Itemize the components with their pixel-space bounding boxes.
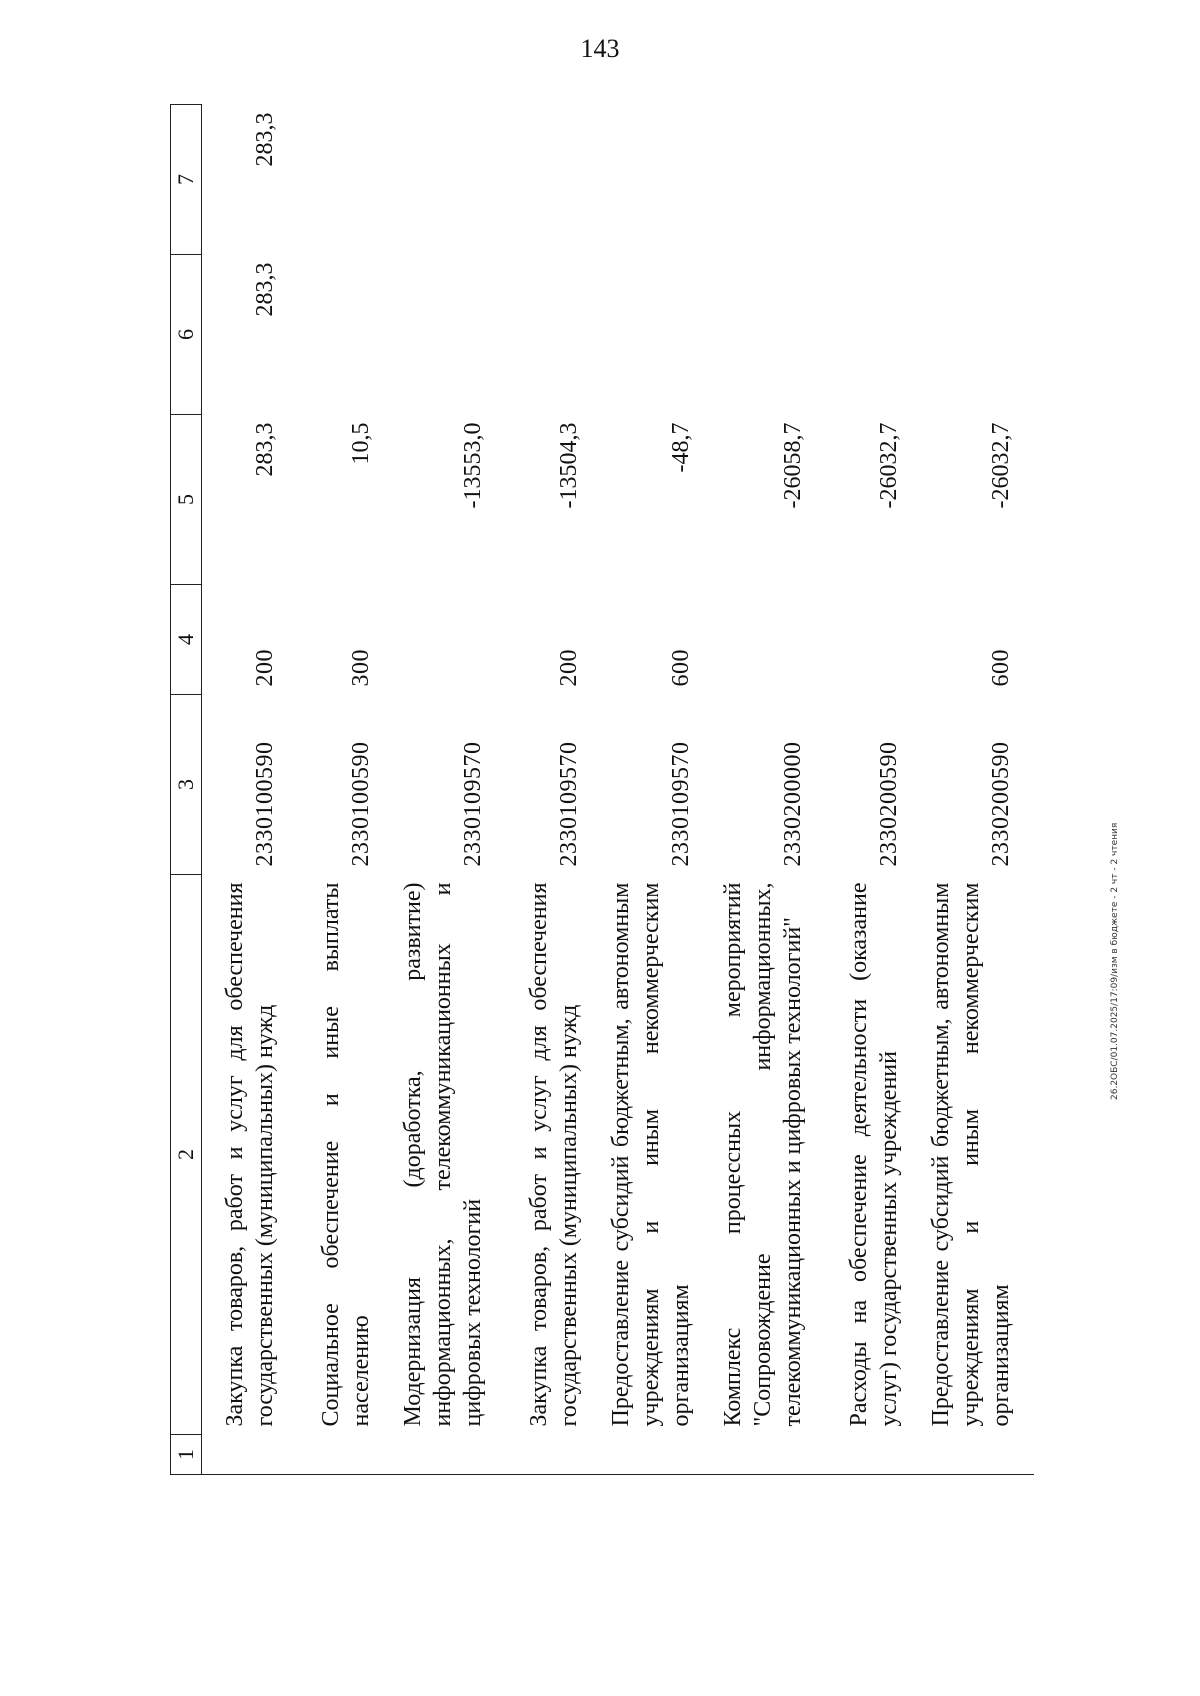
cell-name: Расходы на обеспечение деятельности (оказание услуг) государственных учреждений: [846, 882, 902, 1427]
footer-stamp: 26.2ОБС/01.07.2025/17:09/изм в бюджете - 2 чт - 2 чтения: [1110, 822, 1120, 1100]
table-row: [394, 105, 506, 1475]
cell-name: Закупка товаров, работ и услуг для обеспечения государственных (муниципальных) нужд: [222, 882, 278, 1427]
cell-value-6: [394, 255, 506, 415]
cell-value-5: -48,7: [668, 422, 694, 473]
cell-col-1: [602, 1435, 714, 1475]
cell-value-5: -26032,7: [876, 422, 902, 509]
cell-value-7: 283,3: [252, 112, 278, 167]
cell-col-1: [826, 1435, 922, 1475]
cell-type: 200: [252, 649, 278, 687]
budget-table: [170, 104, 1034, 1475]
cell-value-6: 283,3: [252, 262, 278, 317]
cell-type: [826, 585, 922, 695]
cell-value-7: [714, 105, 826, 255]
cell-value-5: 283,3: [252, 422, 278, 477]
cell-value-5: 10,5: [348, 422, 374, 465]
cell-value-5: -13553,0: [460, 422, 486, 509]
cell-value-7: [506, 105, 602, 255]
header-row: [171, 105, 202, 1475]
table-row: [714, 105, 826, 1475]
cell-name: Социальное обеспечение и иные выплаты населению: [318, 882, 374, 1427]
cell-value-6: [506, 255, 602, 415]
cell-type: [714, 585, 826, 695]
cell-value-5: -26032,7: [988, 422, 1014, 509]
table-row: [506, 105, 602, 1475]
header-col-6: 6: [171, 255, 202, 415]
header-col-1: 1: [171, 1435, 202, 1475]
header-col-4: 4: [171, 585, 202, 695]
table-row: [202, 105, 299, 1475]
header-col-7: 7: [171, 105, 202, 255]
cell-code: 2330100590: [348, 741, 374, 867]
cell-col-1: [202, 1435, 299, 1475]
cell-code: 2330109570: [556, 741, 582, 867]
table-row: [922, 105, 1034, 1475]
cell-col-1: [714, 1435, 826, 1475]
page-number: 143: [580, 34, 620, 63]
table-row: [298, 105, 394, 1475]
cell-code: 2330200590: [876, 741, 902, 867]
cell-value-5: -26058,7: [780, 422, 806, 509]
rotated-table-container: [170, 105, 1030, 1475]
cell-name: Предоставление субсидий бюджетным, автономным учреждениям и иным некоммерческим организациям: [608, 882, 694, 1427]
cell-name: Предоставление субсидий бюджетным, автономным учреждениям и иным некоммерческим организациям: [928, 882, 1014, 1427]
cell-value-5: -13504,3: [556, 422, 582, 509]
cell-col-1: [298, 1435, 394, 1475]
cell-type: 600: [988, 649, 1014, 687]
cell-name: Комплекс процессных мероприятий "Сопровождение информационных, телекоммуникационных и цифровых технологий": [720, 882, 806, 1427]
cell-name: Закупка товаров, работ и услуг для обеспечения государственных (муниципальных) нужд: [526, 882, 582, 1427]
cell-value-7: [298, 105, 394, 255]
table-row: [826, 105, 922, 1475]
cell-value-6: [826, 255, 922, 415]
cell-code: 2330200590: [988, 741, 1014, 867]
cell-code: 2330100590: [252, 741, 278, 867]
cell-type: [394, 585, 506, 695]
cell-value-6: [922, 255, 1034, 415]
cell-value-6: [602, 255, 714, 415]
cell-name: Модернизация (доработка, развитие) информационных, телекоммуникационных и цифровых технологий: [400, 882, 486, 1427]
cell-value-7: [394, 105, 506, 255]
header-col-3: 3: [171, 695, 202, 875]
cell-value-6: [298, 255, 394, 415]
cell-code: 2330200000: [780, 741, 806, 867]
cell-value-7: [922, 105, 1034, 255]
cell-code: 2330109570: [668, 741, 694, 867]
cell-value-7: [602, 105, 714, 255]
cell-type: 600: [668, 649, 694, 687]
table-row: [602, 105, 714, 1475]
cell-col-1: [506, 1435, 602, 1475]
cell-type: 300: [348, 649, 374, 687]
cell-value-6: [714, 255, 826, 415]
header-col-5: 5: [171, 415, 202, 585]
cell-col-1: [922, 1435, 1034, 1475]
cell-code: 2330109570: [460, 741, 486, 867]
cell-value-7: [826, 105, 922, 255]
header-col-2: 2: [171, 875, 202, 1435]
cell-type: 200: [556, 649, 582, 687]
cell-col-1: [394, 1435, 506, 1475]
